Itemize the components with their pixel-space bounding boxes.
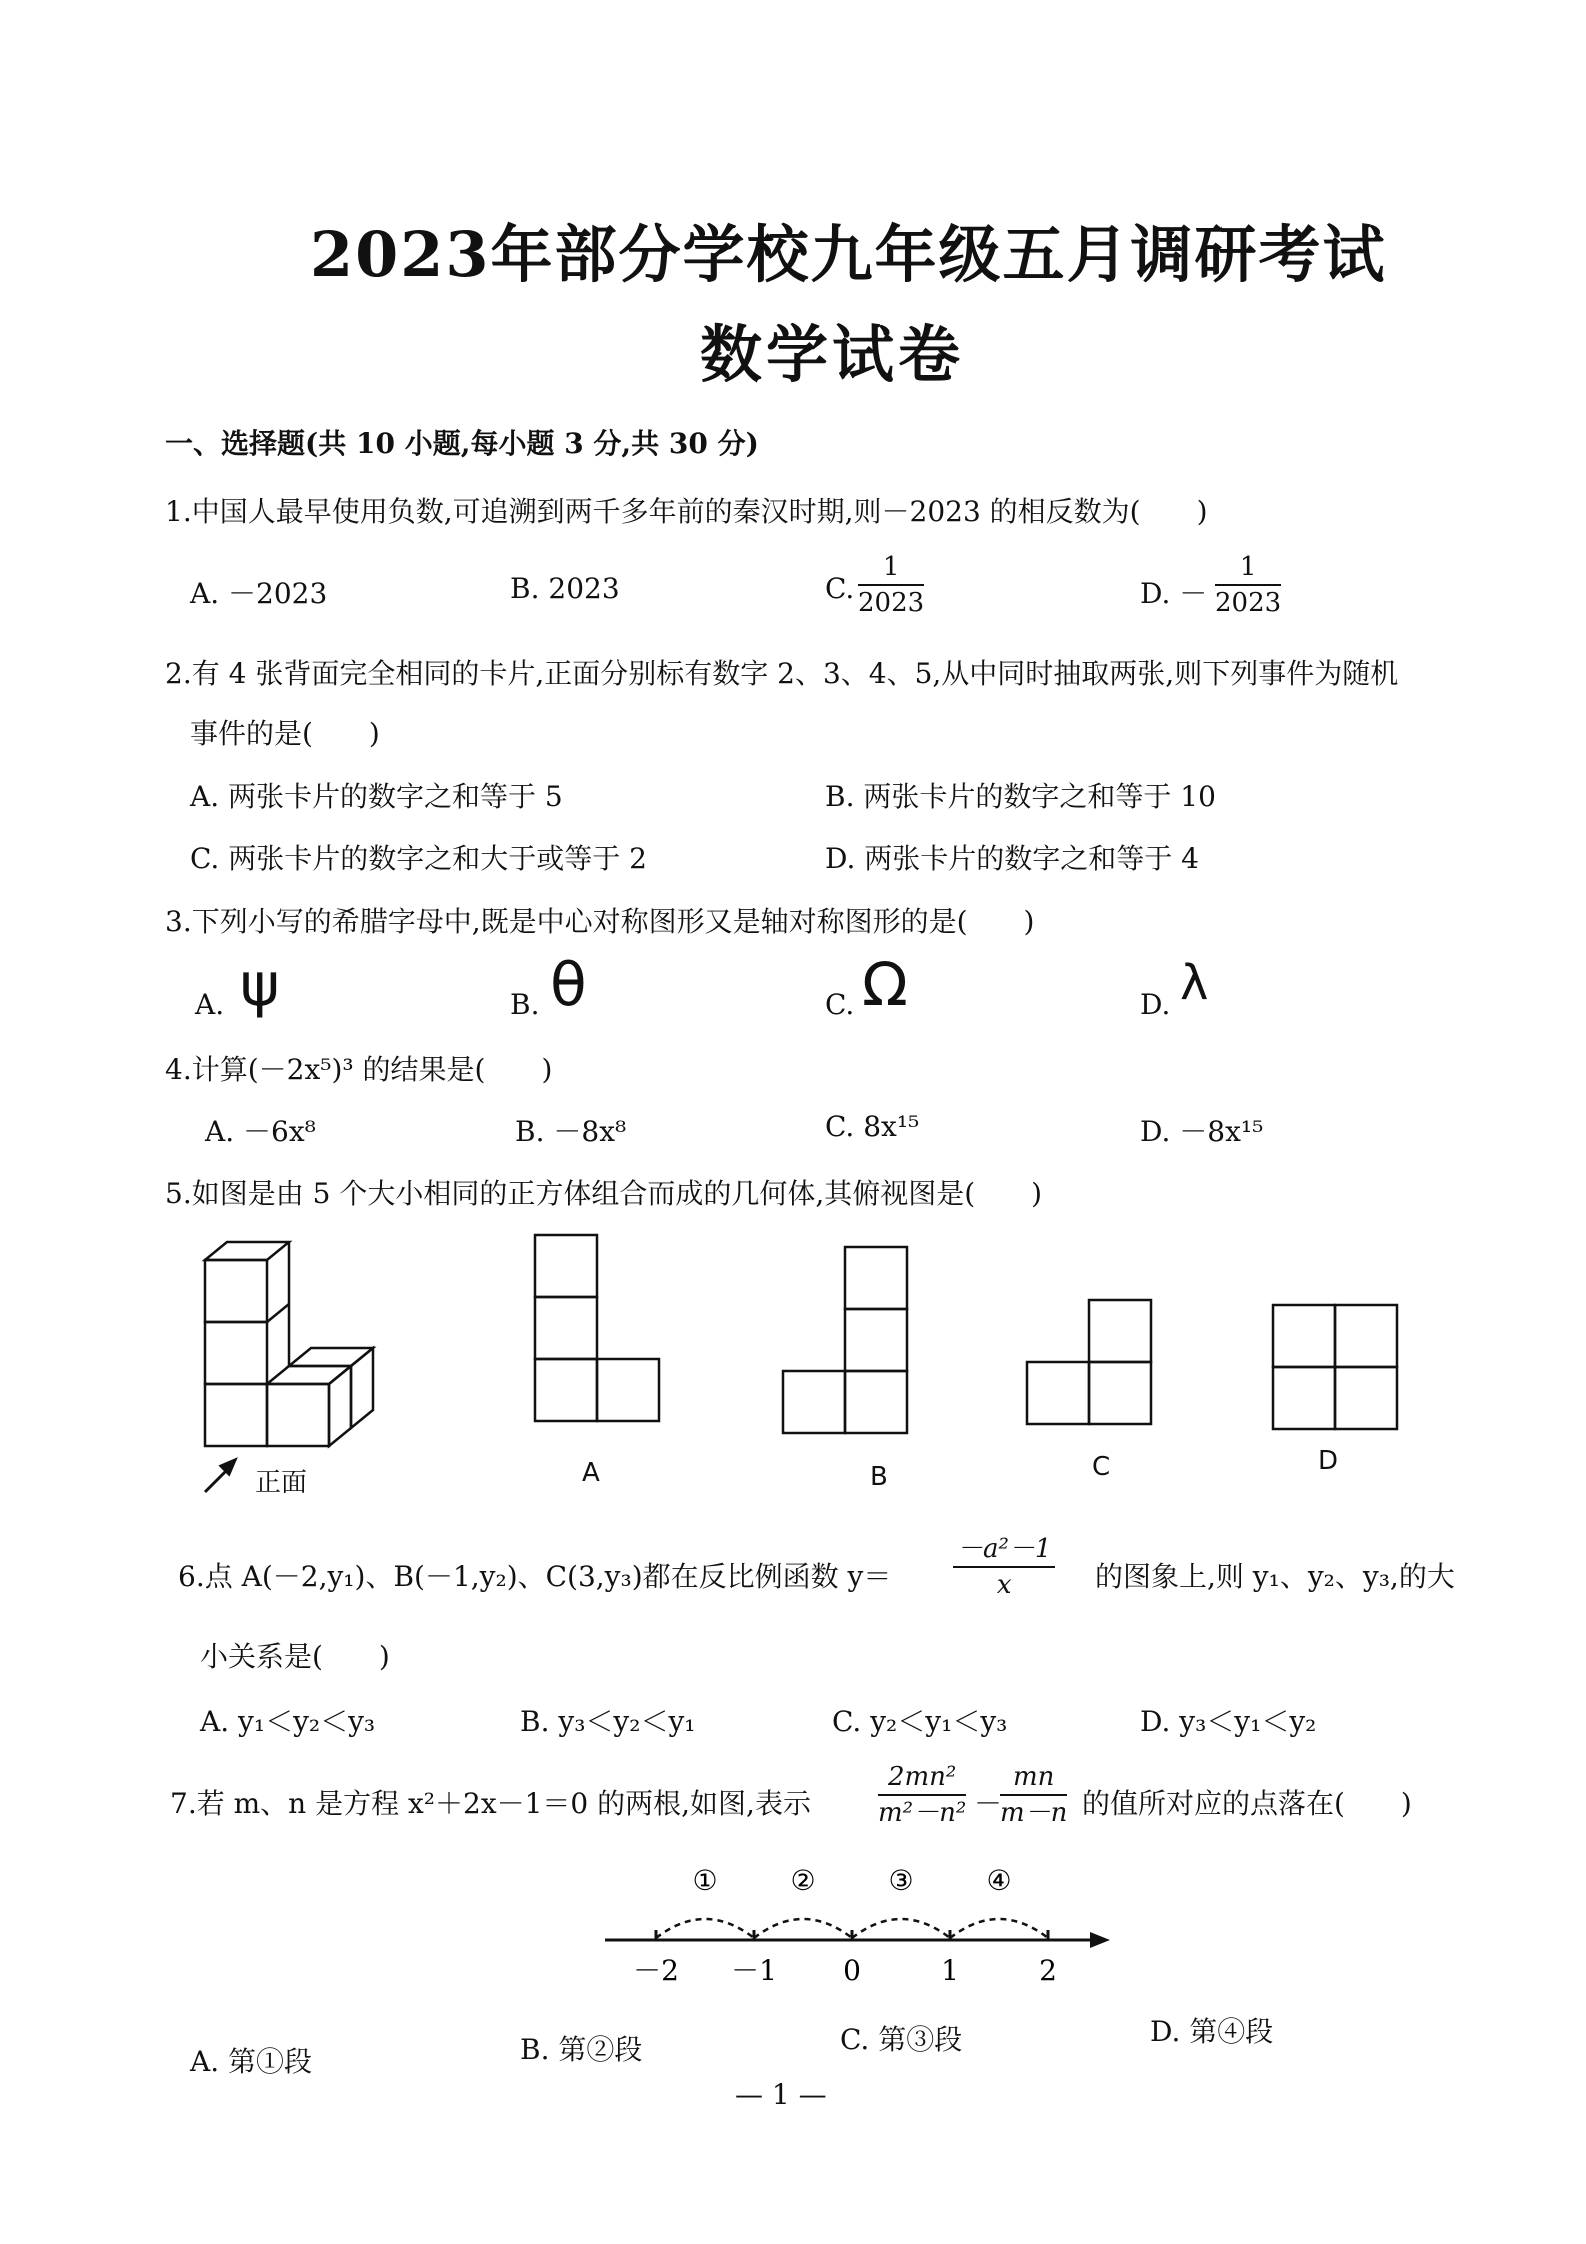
tick-label: 0 [843,1954,861,1987]
tick-label: 1 [941,1954,959,1987]
segment-2-label: ② [790,1864,816,1897]
question-6-text: 6.点 A(－2,y₁)、B(－1,y₂)、C(3,y₃)都在反比例函数 y＝ [178,1560,892,1593]
q6-function-fraction [953,1532,1055,1602]
question-2-text: 2.有 4 张背面完全相同的卡片,正面分别标有数字 2、3、4、5,从中同时抽取两张,则下列事件为随机 [165,657,1399,690]
q1-option-d-fraction [1215,550,1281,620]
tick-label: －2 [633,1954,679,1987]
q5-option-d-label: D [1318,1446,1339,1476]
q1-option-c-fraction [858,550,924,620]
q7-fraction-2 [1000,1760,1067,1830]
cube-solid-figure [195,1230,405,1500]
q4-option-c: C. 8x¹⁵ [825,1110,920,1143]
question-3-text: 3.下列小写的希腊字母中,既是中心对称图形又是轴对称图形的是( ) [165,905,1035,938]
page-number: — 1 — [735,2078,827,2111]
q7-f1-denominator: m²－n² [878,1798,967,1828]
q1-option-d-label: D. － [1140,577,1208,610]
question-6-text-cont: 小关系是( ) [200,1640,390,1673]
q3-option-c-label: C. [825,988,855,1021]
omega-icon: Ω [862,950,908,1020]
q2-option-d: D. 两张卡片的数字之和等于 4 [825,842,1199,875]
question-4-text: 4.计算(－2x⁵)³ 的结果是( ) [165,1053,553,1086]
q1-c-numerator: 1 [858,550,924,586]
q4-option-a: A. －6x⁸ [205,1115,316,1148]
q7-f2-denominator: m－n [1000,1798,1068,1828]
q4-option-d: D. －8x¹⁵ [1140,1115,1264,1148]
q3-option-d-label: D. [1140,988,1171,1021]
q2-option-a: A. 两张卡片的数字之和等于 5 [190,780,563,813]
q3-option-a-label: A. [195,988,225,1021]
q5-option-c-label: C [1092,1452,1111,1482]
q6-option-a: A. y₁＜y₂＜y₃ [200,1705,376,1738]
section-heading: 一、选择题(共 10 小题,每小题 3 分,共 30 分) [165,427,759,460]
q1-option-a: A. －2023 [190,577,328,610]
lambda-icon: λ [1180,955,1209,1011]
q7-option-a: A. 第①段 [190,2045,313,2078]
question-5-text: 5.如图是由 5 个大小相同的正方体组合而成的几何体,其俯视图是( ) [165,1177,1043,1210]
q6-option-c: C. y₂＜y₁＜y₃ [832,1705,1008,1738]
q1-option-c-label: C. [825,572,855,605]
q7-minus-sign: － [974,1787,1003,1820]
front-view-label: 正面 [255,1468,308,1498]
q6-option-b: B. y₃＜y₂＜y₁ [520,1705,696,1738]
q4-option-b: B. －8x⁸ [515,1115,627,1148]
question-7-text-tail: 的值所对应的点落在( ) [1082,1787,1412,1820]
q7-f1-numerator: 2mn² [878,1760,966,1796]
psi-icon: ψ [240,950,280,1020]
q6-numerator: －a²－1 [953,1532,1055,1568]
q2-option-c: C. 两张卡片的数字之和大于或等于 2 [190,842,647,875]
q5-option-c-figure [1022,1295,1172,1445]
q7-fraction-1 [878,1760,966,1830]
q1-c-denominator: 2023 [858,588,925,618]
q7-option-b: B. 第②段 [520,2033,643,2066]
theta-icon: θ [550,950,587,1020]
q1-option-b: B. 2023 [510,572,620,605]
q7-option-c: C. 第③段 [840,2023,963,2056]
question-7-text: 7.若 m、n 是方程 x²＋2x－1＝0 的两根,如图,表示 [170,1787,811,1820]
q1-d-numerator: 1 [1215,550,1281,586]
q5-option-b-label: B [870,1462,888,1492]
q1-d-denominator: 2023 [1215,588,1282,618]
exam-title: 2023年部分学校九年级五月调研考试 [310,218,1387,291]
q5-option-d-figure [1268,1300,1418,1450]
q5-option-a-label: A [582,1458,600,1488]
segment-1-label: ① [692,1864,718,1897]
q5-option-a-figure [530,1230,680,1440]
question-6-text-tail: 的图象上,则 y₁、y₂、y₃,的大 [1095,1560,1455,1593]
q6-option-d: D. y₃＜y₁＜y₂ [1140,1705,1317,1738]
q2-option-b: B. 两张卡片的数字之和等于 10 [825,780,1216,813]
q6-denominator: x [996,1570,1012,1600]
q7-option-d: D. 第④段 [1150,2015,1274,2048]
exam-subtitle: 数学试卷 [700,318,965,391]
q3-option-b-label: B. [510,988,540,1021]
question-2-text-cont: 事件的是( ) [190,717,380,750]
number-line-figure [600,1860,1120,1990]
q7-f2-numerator: mn [1000,1760,1067,1796]
tick-label: 2 [1039,1954,1057,1987]
segment-4-label: ④ [986,1864,1012,1897]
question-1-text: 1.中国人最早使用负数,可追溯到两千多年前的秦汉时期,则－2023 的相反数为( ) [165,495,1208,528]
segment-3-label: ③ [888,1864,914,1897]
tick-label: －1 [731,1954,777,1987]
q5-option-b-figure [778,1242,928,1452]
